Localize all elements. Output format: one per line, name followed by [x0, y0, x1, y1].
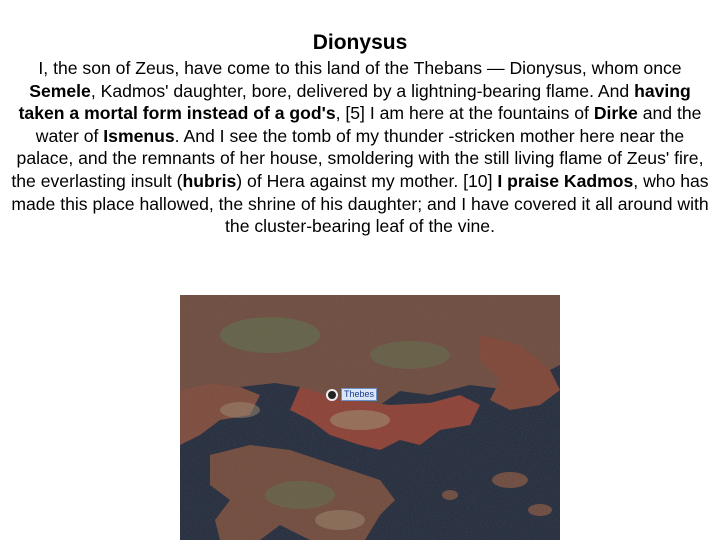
passage-emphasis: hubris	[182, 170, 237, 191]
passage-segment: and the water of	[35, 103, 702, 146]
passage-segment: , [5] I am here at the fountains of	[335, 103, 594, 124]
passage-segment: I, the son of Zeus, have come to this land of the Thebans — Dionysus, whom once	[38, 58, 682, 78]
passage-emphasis: having taken a mortal form instead of a god's	[18, 80, 691, 124]
passage-emphasis: Semele	[29, 80, 91, 101]
location-marker-icon	[326, 389, 338, 401]
map-label-thebes: Thebes	[341, 388, 377, 401]
passage-segment: , who has made this place hallowed, the shrine of his daughter; and I have covered it all around with the cluster-bearing leaf of the vine.	[11, 170, 709, 237]
passage-text	[6, 57, 714, 238]
satellite-image	[180, 295, 560, 540]
passage-segment: . And I see the tomb of my thunder -stricken mother here near the palace, and the remnants of her house, smoldering with the still living flame of Zeus' fire, the everlasting insult (	[11, 125, 704, 191]
passage-emphasis: Ismenus	[103, 125, 175, 146]
satellite-map	[180, 295, 560, 540]
passage-emphasis: I praise Kadmos	[497, 170, 634, 191]
slide-title: Dionysus	[312, 31, 408, 54]
passage-segment: ) of Hera against my mother. [10]	[236, 170, 498, 191]
passage-segment: , Kadmos' daughter, bore, delivered by a lightning-bearing flame. And	[90, 80, 635, 101]
passage-emphasis: Dirke	[593, 103, 638, 124]
